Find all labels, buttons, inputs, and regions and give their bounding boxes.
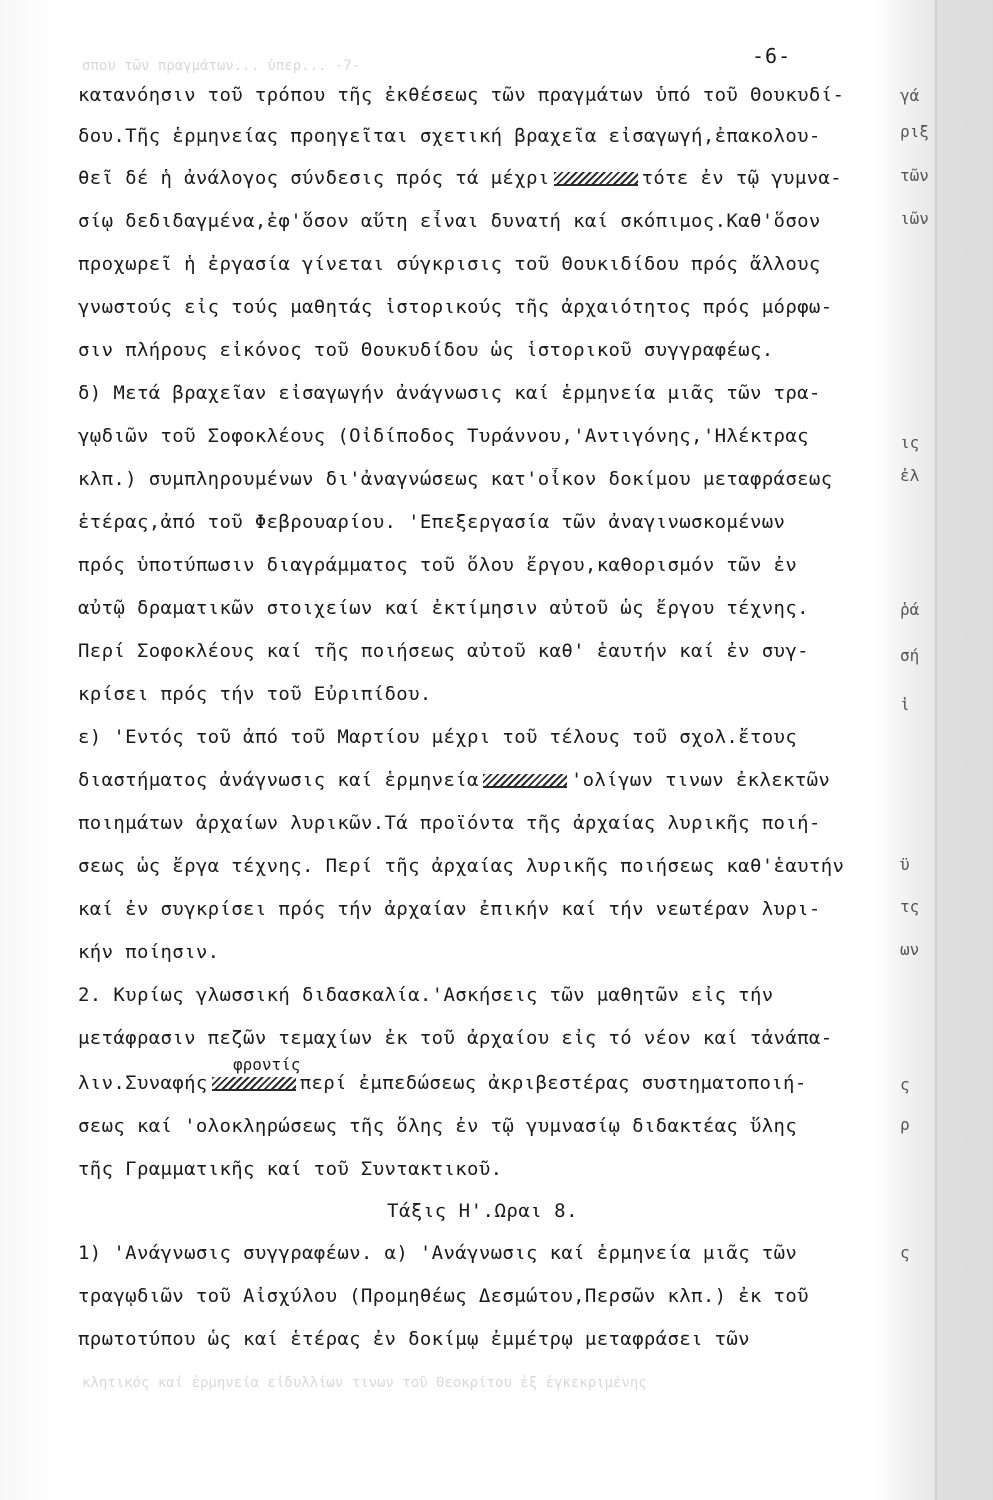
text-line: ε) 'Εντός τοῦ ἀπό τοῦ Μαρτίου μέχρι τοῦ τέλους τοῦ σχολ.ἔτους <box>78 726 798 748</box>
text-line: αὐτῷ δραματικῶν στοιχείων καί ἐκτίμησιν αὐτοῦ ὡς ἔργου τέχνης. <box>78 597 809 619</box>
text-line: κατανόησιν τοῦ τρόπου τῆς ἐκθέσεως τῶν πραγμάτων ὑπό τοῦ Θουκυδί- <box>78 84 845 106</box>
text-line: τῆς Γραμματικῆς καί τοῦ Συντακτικοῦ. <box>78 1158 503 1180</box>
text-line: κρίσει πρός τήν τοῦ Εὐριπίδου. <box>78 683 432 705</box>
margin-note: ἐλ <box>900 466 920 485</box>
margin-note: γά <box>900 86 920 105</box>
margin-note: ς <box>900 1075 910 1094</box>
strikeout-mark <box>554 172 638 186</box>
text-line: σιν πλήρους εἰκόνος τοῦ Θουκυδίδου ὡς ἱστορικοῦ συγγραφέως. <box>78 339 774 361</box>
margin-note: ϋ <box>900 855 910 874</box>
text-segment: διαστήματος ἀνάγνωσις καί ἑρμηνεία <box>78 769 479 791</box>
text-line: μετάφρασιν πεζῶν τεμαχίων ἐκ τοῦ ἀρχαίου εἰς τό νέον καί τἀνάπα- <box>78 1027 833 1049</box>
margin-note: ων <box>900 940 920 959</box>
margin-note: ἱ <box>900 695 910 714</box>
bleed-through-text: σπου τῶν πραγμάτων... ὑπερ... -7- <box>82 58 361 74</box>
page-number: -6- <box>752 44 792 68</box>
bleed-through-text: κλητικός καί ἑρμηνεία εἰδυλλίων τινων τοῦ Θεοκρίτου ἐξ ἐγκεκριμένης <box>82 1375 647 1391</box>
text-line: σεως ὡς ἔργα τέχνης. Περί τῆς ἀρχαίας λυρικῆς ποιήσεως καθ'ἑαυτήν <box>78 855 845 877</box>
margin-note: ις <box>900 433 920 452</box>
margin-note: ιῶν <box>900 209 929 228</box>
text-line: δ) Μετά βραχεῖαν εἰσαγωγήν ἀνάγνωσις καί ἑρμηνεία μιᾶς τῶν τρα- <box>78 382 821 404</box>
margin-note: ῥά <box>900 600 920 619</box>
text-segment: τότε ἐν τῷ γυμνα- <box>641 167 842 189</box>
class-heading: Τάξις Η'.Ωραι 8. <box>387 1200 579 1222</box>
text-line: γῳδιῶν τοῦ Σοφοκλέους (Οἰδίποδος Τυράννου,'Αντιγόνης,'Ηλέκτρας <box>78 425 809 447</box>
text-line: Περί Σοφοκλέους καί τῆς ποιήσεως αὐτοῦ καθ' ἑαυτήν καί ἐν συγ- <box>78 640 809 662</box>
subsection-heading: 1) 'Ανάγνωσις συγγραφέων. <box>78 1242 373 1264</box>
text-line: σίῳ δεδιδαγμένα,ἐφ'ὅσον αὕτη εἶναι δυνατή καί σκόπιμος.Καθ'ὅσον <box>78 210 821 232</box>
text-line: δου.Τῆς ἑρμηνείας προηγεῖται σχετική βραχεῖα εἰσαγωγή,ἐπακολου- <box>78 125 821 147</box>
margin-note: ς <box>900 1243 910 1262</box>
text-line: ποιημάτων ἀρχαίων λυρικῶν.Τά προϊόντα τῆς ἀρχαίας λυρικῆς ποιή- <box>78 812 821 834</box>
margin-note: ριξ <box>900 122 929 141</box>
text-line: γνωστούς εἰς τούς μαθητάς ἱστορικούς τῆς ἀρχαιότητος πρός μόρφω- <box>78 296 833 318</box>
text-line <box>78 1072 923 1094</box>
margin-note: ρ <box>900 1115 910 1134</box>
text-segment: λιν.Συναφής <box>78 1072 208 1094</box>
margin-note: τῶν <box>900 166 929 185</box>
text-segment: 'ολίγων τινων ἐκλεκτῶν <box>570 769 831 791</box>
strikeout-mark <box>212 1077 296 1091</box>
text-line: προχωρεῖ ἡ ἐργασία γίνεται σύγκρισις τοῦ Θουκιδίδου πρός ἄλλους <box>78 253 821 275</box>
margin-note: τς <box>900 897 920 916</box>
text-segment: θεῖ δέ ἡ ἀνάλογος σύνδεσις πρός τά μέχρι <box>78 167 550 189</box>
text-line: σεως καί 'ολοκληρώσεως τῆς ὅλης ἐν τῷ γυμνασίῳ διδακτέας ὕλης <box>78 1115 798 1137</box>
text-line: ἑτέρας,ἀπό τοῦ Φεβρουαρίου. 'Επεξεργασία τῶν ἀναγινωσκομένων <box>78 511 786 533</box>
text-line: πρωτοτύπου ὡς καί ἑτέρας ἐν δοκίμῳ ἐμμέτρῳ μεταφράσει τῶν <box>78 1328 750 1350</box>
text-line <box>78 167 923 189</box>
page-edge-shadow <box>935 0 993 1500</box>
margin-note: σή <box>900 646 920 665</box>
text-line: καί ἐν συγκρίσει πρός τήν ἀρχαίαν ἐπικήν καί τήν νεωτέραν λυρι- <box>78 898 821 920</box>
strikeout-mark <box>483 774 567 788</box>
section-heading-line: 2. Κυρίως γλωσσική διδασκαλία.'Ασκήσεις τῶν μαθητῶν εἰς τήν <box>78 984 923 1006</box>
text-line <box>78 1242 923 1264</box>
text-line: κλπ.) συμπληρουμένων δι'ἀναγνώσεως κατ'οἶκον δοκίμου μεταφράσεως <box>78 468 833 490</box>
inserted-word: φροντίς <box>233 1055 301 1074</box>
text-segment: α) 'Ανάγνωσις καί ἑρμηνεία μιᾶς τῶν <box>384 1242 798 1264</box>
text-segment: περί ἐμπεδώσεως ἀκριβεστέρας συστηματοποιή- <box>299 1072 807 1094</box>
text-line: πρός ὑποτύπωσιν διαγράμματος τοῦ ὅλου ἔργου,καθορισμόν τῶν ἐν <box>78 554 798 576</box>
text-line: τραγῳδιῶν τοῦ Αἰσχύλου (Προμηθέως Δεσμώτου,Περσῶν κλπ.) ἐκ τοῦ <box>78 1285 809 1307</box>
text-line <box>78 769 923 791</box>
text-line: κήν ποίησιν. <box>78 941 220 963</box>
